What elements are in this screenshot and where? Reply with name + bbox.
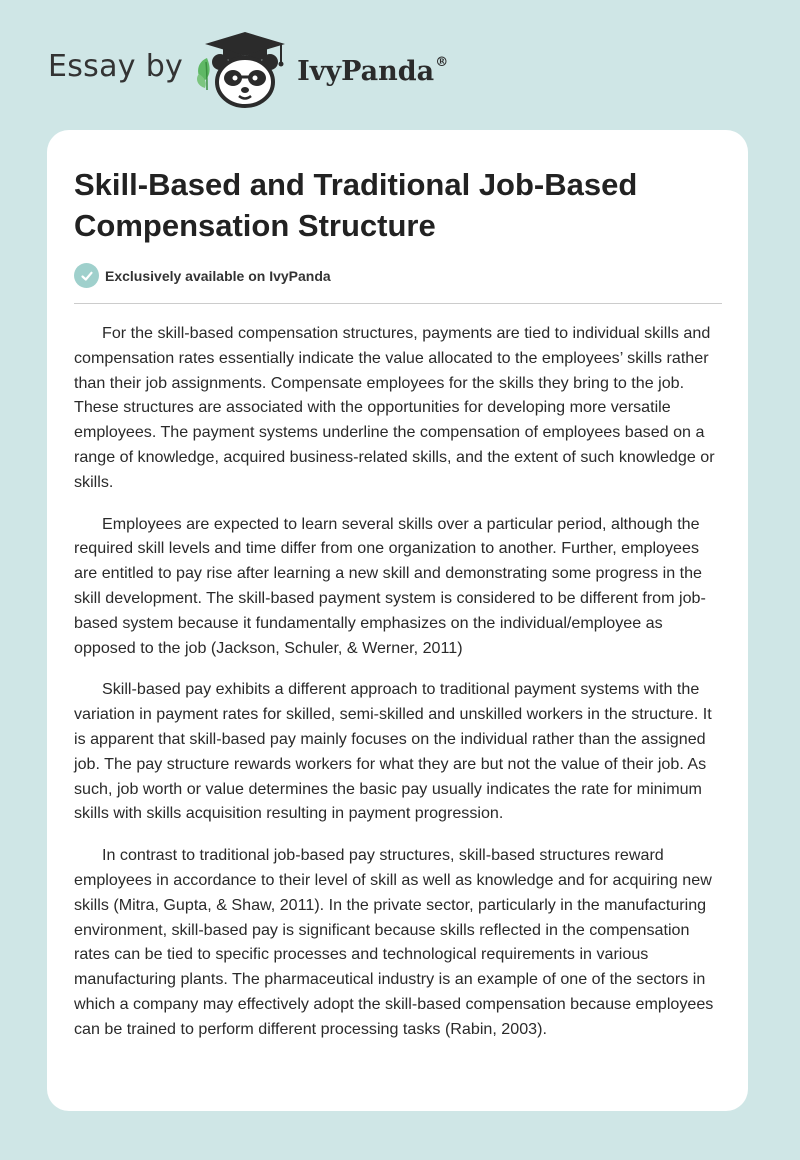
panda-graduate-icon — [193, 30, 293, 110]
site-header — [48, 30, 448, 110]
brand-name: IvyPanda® — [297, 54, 449, 87]
exclusive-badge — [74, 263, 331, 288]
paragraph: Employees are expected to learn several skills over a particular period, although the required skill levels and time differ from one organization to another. Further, employees are entitled to pay rise after learning a new skill and demonstrating some progress in the skill development. The skill-based payment system is considered to be different from job-based system because it fundamentally emphasizes on the individual/employee as opposed to the job (Jackson, Schuler, & Werner, 2011) — [74, 514, 706, 657]
exclusive-badge-label: Exclusively available on IvyPanda — [105, 267, 331, 284]
paragraph: For the skill-based compensation structures, payments are tied to individual skills and compensation rates essentially indicate the value allocated to the employees’ skills rather than their job assignments. Compensate employees for the skills they bring to the job. These structures are associated with the opportunities for developing more versatile employees. The payment systems underline the compensation of employees based on a range of knowledge, acquired business-related skills, and the extent of such knowledge or skills. — [74, 324, 715, 491]
divider — [74, 303, 722, 304]
check-circle-icon — [74, 263, 99, 288]
essay-body — [74, 321, 724, 1059]
paragraph: Skill-based pay exhibits a different approach to traditional payment systems with the variation in payment rates for skilled, semi-skilled and unskilled workers in the structure. It is apparent that skill-based pay mainly focuses on the individual rather than the assigned job. The pay structure rewards workers for what they are but not the value of their job. As such, job worth or value determines the basic pay usually indicates the rate for minimum skills with skills acquisition resulting in payment progression. — [74, 680, 712, 823]
essay-by-label: Essay by — [48, 48, 184, 84]
registered-mark: ® — [435, 54, 449, 70]
essay-card — [47, 130, 748, 1111]
paragraph: In contrast to traditional job-based pay structures, skill-based structures reward employees in accordance to their level of skill as well as knowledge and for acquiring new skills (Mitra, Gupta, & Shaw, 2011). In the private sector, particularly in the manufacturing environment, skill-based pay is significant because skills reflected in the compensation rates can be tied to specific processes and technological requirements in various manufacturing plants. The pharmaceutical industry is an example of one of the sectors in which a company may effectively adopt the skill-based compensation because employees can be trained to perform different processing tasks (Rabin, 2003). — [74, 846, 714, 1038]
essay-title: Skill-Based and Traditional Job-Based Compensation Structure — [74, 167, 638, 243]
